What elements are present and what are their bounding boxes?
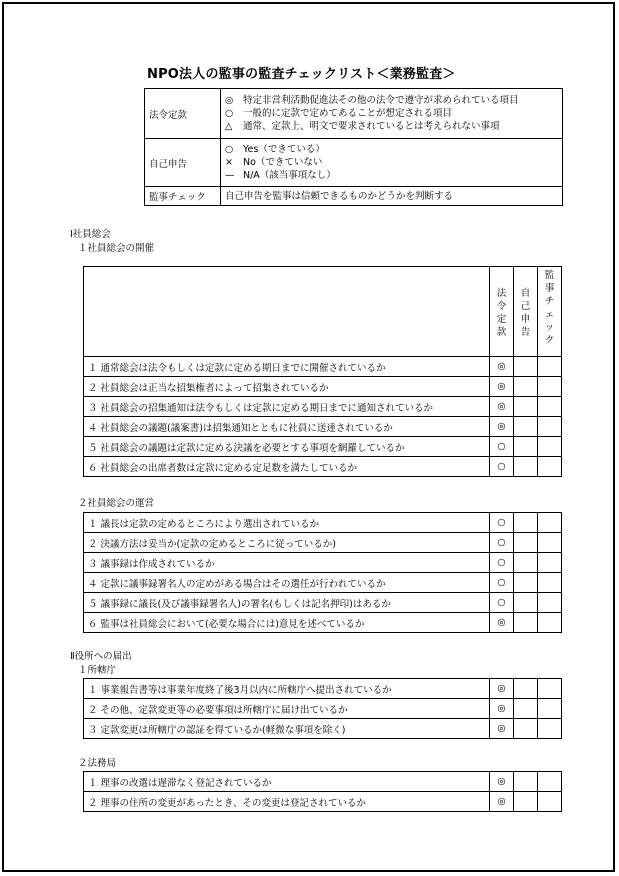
auditor-check-cell[interactable] [538,417,562,437]
section-heading: Ⅱ役所への届出 [70,651,132,662]
question-cell: １ 議長は定款の定めるところにより選出されているか [84,513,490,533]
legend-symbol: ○ [225,144,234,155]
subsection-heading: １社員総会の開催 [78,243,155,254]
question-cell: １ 事業報告書等は事業年度終了後3月以内に所轄庁へ提出されているか [84,679,490,699]
legend-line [225,156,558,169]
law-mark-cell: ◎ [490,613,514,633]
question-cell: ２ 理事の住所の変更があったとき、その変更は登記されているか [84,792,490,812]
question-cell: ６ 社員総会の出席者数は定款に定める定足数を満たしているか [84,457,490,477]
header-blank-cell [84,267,490,357]
table-row [84,417,562,437]
auditor-check-cell[interactable] [538,553,562,573]
question-cell: ２ 社員総会は正当な招集権者によって招集されているか [84,377,490,397]
legend-table [144,88,563,206]
column-header-label: 監事チェック [544,270,555,346]
legend-line [225,143,558,156]
table-row [84,377,562,397]
law-mark-cell: ◎ [490,699,514,719]
legend-symbol: — [225,170,235,181]
self-check-cell[interactable] [514,719,538,739]
self-check-cell[interactable] [514,377,538,397]
auditor-check-cell[interactable] [538,772,562,792]
question-cell: １ 理事の改選は遅滞なく登記されているか [84,772,490,792]
self-check-cell[interactable] [514,699,538,719]
table-row [84,533,562,553]
question-cell: ２ 決議方法は妥当か(定款の定めるところに従っているか) [84,533,490,553]
auditor-check-cell[interactable] [538,679,562,699]
self-check-cell[interactable] [514,417,538,437]
table-row [84,679,562,699]
question-cell: ４ 社員総会の議題(議案書)は招集通知とともに社員に送達されているか [84,417,490,437]
table-row [84,457,562,477]
checklist-page [2,2,615,872]
table-row [84,357,562,377]
auditor-check-cell[interactable] [538,377,562,397]
checklist-table-agency [83,678,562,739]
law-mark-cell: ◎ [490,417,514,437]
question-cell: １ 通常総会は法令もしくは定款に定める期日までに開催されているか [84,357,490,377]
legend-label: 法令定款 [145,89,221,139]
table-row [84,699,562,719]
self-check-cell[interactable] [514,357,538,377]
legend-text: 通常、定款上、明文で要求されているとは考えられない事項 [243,121,500,132]
auditor-check-cell[interactable] [538,513,562,533]
auditor-check-cell[interactable] [538,699,562,719]
auditor-check-cell[interactable] [538,719,562,739]
subsection-heading: ２法務局 [78,758,117,769]
auditor-check-cell[interactable] [538,792,562,812]
legend-line [225,94,558,107]
subsection-heading: １所轄庁 [78,665,117,676]
auditor-check-cell[interactable] [538,573,562,593]
law-mark-cell: ◎ [490,397,514,417]
self-check-cell[interactable] [514,457,538,477]
auditor-check-cell[interactable] [538,357,562,377]
legend-text: 特定非営利活動促進法その他の法令で遵守が求められている項目 [243,95,519,106]
column-header [490,267,514,357]
auditor-check-cell[interactable] [538,593,562,613]
self-check-cell[interactable] [514,792,538,812]
law-mark-cell: ○ [490,533,514,553]
question-cell: ５ 社員総会の議題は定款に定める決議を必要とする事項を網羅しているか [84,437,490,457]
checklist-table-legal-affairs [83,771,562,812]
legend-text: Yes（できている） [243,144,325,155]
self-check-cell[interactable] [514,513,538,533]
legend-text: 自己申告を監事は信頼できるものかどうかを判断する [225,190,454,202]
law-mark-cell: ○ [490,437,514,457]
auditor-check-cell[interactable] [538,457,562,477]
column-header [514,267,538,357]
law-mark-cell: ◎ [490,377,514,397]
legend-row [145,89,563,139]
legend-text: N/A（該当事項なし） [243,170,336,181]
self-check-cell[interactable] [514,679,538,699]
self-check-cell[interactable] [514,593,538,613]
legend-label: 監事チェック [145,187,221,206]
legend-content [221,139,563,187]
law-mark-cell: ○ [490,513,514,533]
self-check-cell[interactable] [514,533,538,553]
table-row [84,719,562,739]
question-cell: ５ 議事録に議長(及び議事録署名人)の署名(もしくは記名押印)はあるか [84,593,490,613]
legend-row [145,187,563,206]
legend-row [145,139,563,187]
law-mark-cell: ○ [490,593,514,613]
legend-line [225,120,558,133]
law-mark-cell: ◎ [490,792,514,812]
auditor-check-cell[interactable] [538,533,562,553]
column-header-label: 法令定款 [496,288,507,338]
law-mark-cell: ○ [490,457,514,477]
legend-label: 自己申告 [145,139,221,187]
checklist-table-operations [83,512,562,633]
page-title: NPO法人の監事の監査チェックリスト＜業務監査＞ [147,67,456,82]
legend-line [225,107,558,120]
self-check-cell[interactable] [514,397,538,417]
legend-symbol: ○ [225,108,234,119]
table-row [84,772,562,792]
legend-line [225,169,558,182]
auditor-check-cell[interactable] [538,397,562,417]
law-mark-cell: ◎ [490,719,514,739]
question-cell: ３ 社員総会の招集通知は法令もしくは定款に定める期日までに通知されているか [84,397,490,417]
question-cell: ２ その他、定款変更等の必要事項は所轄庁に届け出ているか [84,699,490,719]
self-check-cell[interactable] [514,573,538,593]
table-row [84,593,562,613]
auditor-check-cell[interactable] [538,437,562,457]
table-header-row [84,267,562,357]
column-header-label: 自己申告 [520,288,531,338]
question-cell: ４ 定款に議事録署名人の定めがある場合はその選任が行われているか [84,573,490,593]
table-row [84,437,562,457]
law-mark-cell: ○ [490,553,514,573]
legend-symbol: × [225,157,233,168]
table-row [84,573,562,593]
legend-symbol: ◎ [225,95,234,106]
legend-symbol: △ [225,121,233,132]
table-row [84,513,562,533]
table-row [84,397,562,417]
law-mark-cell: ◎ [490,679,514,699]
question-cell: ６ 監事は社員総会において(必要な場合には)意見を述べているか [84,613,490,633]
question-cell: ３ 定款変更は所轄庁の認証を得ているか(軽微な事項を除く) [84,719,490,739]
subsection-heading: ２社員総会の運営 [78,498,155,509]
table-row [84,613,562,633]
law-mark-cell: ○ [490,573,514,593]
table-row [84,553,562,573]
self-check-cell[interactable] [514,613,538,633]
self-check-cell[interactable] [514,553,538,573]
table-row [84,792,562,812]
column-header [538,267,562,357]
law-mark-cell: ◎ [490,357,514,377]
checklist-table-meetings [83,266,562,477]
auditor-check-cell[interactable] [538,613,562,633]
legend-content [221,89,563,139]
legend-text: No（できていない [243,157,323,168]
question-cell: ３ 議事録は作成されているか [84,553,490,573]
self-check-cell[interactable] [514,772,538,792]
section-heading: Ⅰ社員総会 [70,229,111,240]
law-mark-cell: ◎ [490,772,514,792]
legend-content [221,187,563,206]
self-check-cell[interactable] [514,437,538,457]
legend-text: 一般的に定款で定めてあることが想定される項目 [243,108,453,119]
